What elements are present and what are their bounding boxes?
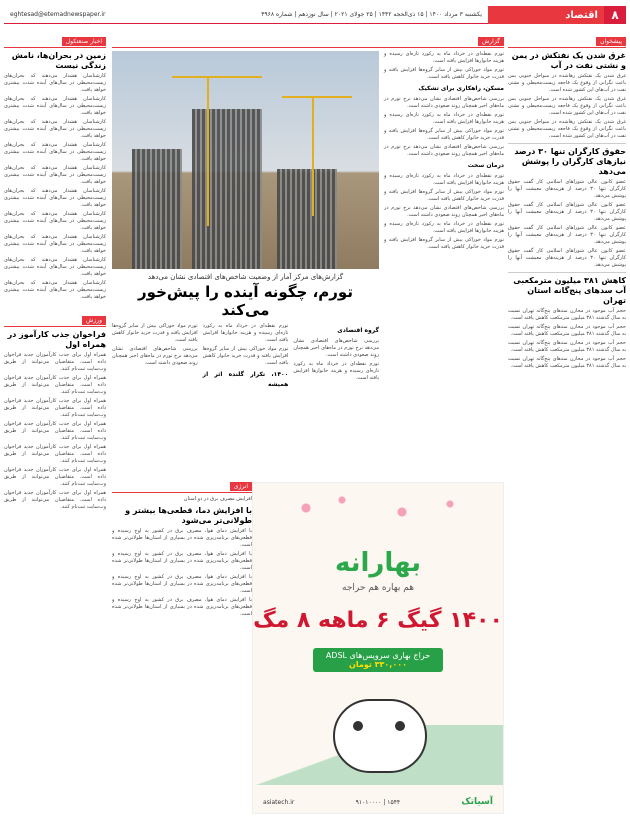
right-column <box>508 28 626 814</box>
story-headline[interactable]: غرق شدن یک نفتکش در یمن و نشتی نفت در آب <box>511 51 626 70</box>
issue-info: یکشنبه ۳ مرداد ۱۴۰۰ | ۱۵ ذی‌الحجه ۱۴۴۲ | ۲۵ جولای ۲۰۲۱ | سال نوزدهم | شماره ۴۹۶۸ <box>261 11 482 18</box>
website-link[interactable]: eghtesad@etemadnewspaper.ir <box>10 11 106 18</box>
section-title: اقتصاد <box>488 6 604 24</box>
construction-photo <box>112 51 379 269</box>
story-body: حجم آب موجود در مخازن سدهای پنج‌گانه تهران نسبت به سال گذشته ۳۸۱ میلیون مترمکعب کاهش یافته است. حجم آب موجود در مخازن سدهای پنج‌گانه تهران نسبت به سال گذشته ۳۸۱ میلیون مترمکعب کاهش یافته است. حجم آب موجود در مخازن سدهای پنج‌گانه تهران نسبت به سال گذشته ۳۸۱ میلیون مترمکعب کاهش یافته است. حجم آب موجود در مخازن سدهای پنج‌گانه تهران نسبت به سال گذشته ۳۸۱ میلیون مترمکعب کاهش یافته است. <box>508 308 626 369</box>
page-header <box>4 6 626 24</box>
left-column: اخبار صنعتکول زمین در بحران‌ها، نامش زندگی نیست کارشناسان هشدار می‌دهند که بحران‌های زیست‌محیطی در سال‌های آینده شدت بیشتری خواهد یافت. کارشناسان هشدار می‌دهند که بحران‌های زیست‌محیطی در سال‌های آینده شدت بیشتری خواهد یافت. کارشناسان هشدار می‌دهند که بحران‌های زیست‌محیطی در سال‌های آینده شدت بیشتری خواهد یافت. کارشناسان هشدار می‌دهند که بحران‌های زیست‌محیطی در سال‌های آینده شدت بیشتری خواهد یافت. کارشناسان هشدار می‌دهند که بحران‌های زیست‌محیطی در سال‌های آینده شدت بیشتری خواهد یافت. کارشناسان هشدار می‌دهند که بحران‌های زیست‌محیطی در سال‌های آینده شدت بیشتری خواهد یافت. کارشناسان هشدار می‌دهند که بحران‌های زیست‌محیطی در سال‌های آینده شدت بیشتری خواهد یافت. کارشناسان هشدار می‌دهند که بحران‌های زیست‌محیطی در سال‌های آینده شدت بیشتری خواهد یافت. کارشناسان هشدار می‌دهند که بحران‌های زیست‌محیطی در سال‌های آینده شدت بیشتری خواهد یافت. کارشناسان هشدار می‌دهند که بحران‌های زیست‌محیطی در سال‌های آینده شدت بیشتری خواهد یافت. ورزش فراخوان جذب کارآموز در همراه اول همراه اول برای جذب کارآموزان جدید فراخوان داده است. متقاضیان می‌توانند از طریق وب‌سایت ثبت‌نام کنند. همراه اول برای جذب کارآموزان جدید فراخوان داده است. متقاضیان می‌توانند از طریق وب‌سایت ثبت‌نام کنند. همراه اول برای جذب کارآموزان جدید فراخوان داده است. متقاضیان می‌توانند از طریق وب‌سایت ثبت‌نام کنند. همراه اول برای جذب کارآموزان جدید فراخوان داده است. متقاضیان می‌توانند از طریق وب‌سایت ثبت‌نام کنند. همراه اول برای جذب کارآموزان جدید فراخوان داده است. متقاضیان می‌توانند از طریق وب‌سایت ثبت‌نام کنند. همراه اول برای جذب کارآموزان جدید فراخوان داده است. متقاضیان می‌توانند از طریق وب‌سایت ثبت‌نام کنند. همراه اول برای جذب کارآموزان جدید فراخوان داده است. متقاضیان می‌توانند از طریق وب‌سایت ثبت‌نام کنند. <box>4 28 106 814</box>
cow-illustration <box>333 699 427 773</box>
energy-story: انرژی افزایش مصرف برق در دو استان با افزایش دما، قطعی‌ها بیشتر و طولانی‌تر می‌شود با افزایش دمای هوا، مصرف برق در کشور به اوج رسیده و قطعی‌های برنامه‌ریزی شده در بسیاری از استان‌ها طولانی‌تر شده است. با افزایش دمای هوا، مصرف برق در کشور به اوج رسیده و قطعی‌های برنامه‌ریزی شده در بسیاری از استان‌ها طولانی‌تر شده است. با افزایش دمای هوا، مصرف برق در کشور به اوج رسیده و قطعی‌های برنامه‌ریزی شده در بسیاری از استان‌ها طولانی‌تر شده است. با افزایش دمای هوا، مصرف برق در کشور به اوج رسیده و قطعی‌های برنامه‌ریزی شده در بسیاری از استان‌ها طولانی‌تر شده است. <box>112 473 252 620</box>
main-headline[interactable]: تورم، چگونه آینده را پیش‌خور می‌کند <box>138 283 353 319</box>
page-number: ۸ <box>604 6 626 24</box>
column-label: پیشخوان <box>596 37 626 46</box>
middle-column: گزارش تورم نقطه‌ای در خرداد ماه به رکورد تازه‌ای رسیده و هزینه خانوارها افزایش یافته است. تورم مواد خوراکی بیش از سایر گروه‌ها افزایش یافته و قدرت خرید خانوار کاهش یافته است. مسکن، راهکاری برای تشکیک بررسی شاخص‌های اقتصادی نشان می‌دهد نرخ تورم در ماه‌های اخیر همچنان روند صعودی داشته است. تورم نقطه‌ای در خرداد ماه به رکورد تازه‌ای رسیده و هزینه خانوارها افزایش یافته است. تورم مواد خوراکی بیش از سایر گروه‌ها افزایش یافته و قدرت خرید خانوار کاهش یافته است. بررسی شاخص‌های اقتصادی نشان می‌دهد نرخ تورم در ماه‌های اخیر همچنان روند صعودی داشته است. درمان سخت تورم نقطه‌ای در خرداد ماه به رکورد تازه‌ای رسیده و هزینه خانوارها افزایش یافته است. تورم مواد خوراکی بیش از سایر گروه‌ها افزایش یافته و قدرت خرید خانوار کاهش یافته است. بررسی شاخص‌های اقتصادی نشان می‌دهد نرخ تورم در ماه‌های اخیر همچنان روند صعودی داشته است. تورم نقطه‌ای در خرداد ماه به رکورد تازه‌ای رسیده و هزینه خانوارها افزایش یافته است. تورم مواد خوراکی بیش از سایر گروه‌ها افزایش یافته و قدرت خرید خانوار کاهش یافته است. گزارش‌های مرکز آمار از وضعیت شاخص‌های اقتصادی نشان می‌دهد تورم، چگونه آینده را پیش‌خور می‌کند گروه اقتصادی بررسی شاخص‌های اقتصادی نشان می‌دهد نرخ تورم در ماه‌های اخیر همچنان روند صعودی داشته است. تورم نقطه‌ای در خرداد ماه به رکورد تازه‌ای رسیده و هزینه خانوارها افزایش یافته است. تورم نقطه‌ای در خرداد ماه به رکورد تازه‌ای رسیده و هزینه خانوارها افزایش یافته است. تورم مواد خوراکی بیش از سایر گروه‌ها افزایش یافته و قدرت خرید خانوار کاهش یافته است. ۱۴۰۰، تکرار گلنده اثر از همیشه تورم مواد خوراکی بیش از سایر گروه‌ها افزایش یافته و قدرت خرید خانوار کاهش یافته است. بررسی شاخص‌های اقتصادی نشان می‌دهد نرخ تورم در ماه‌های اخیر همچنان روند صعودی داشته است. انرژی افزایش مصرف برق در دو استان با افزایش دما، قطعی‌ها بیشتر و طولانی‌تر می‌شود با افزایش دمای هوا، مصرف برق در کشور به اوج رسیده و قطعی‌های برنامه‌ریزی شده در بسیاری از استان‌ها طولانی‌تر شده است. با افزایش دمای هوا، مصرف برق در کشور به اوج رسیده و قطعی‌های برنامه‌ریزی شده در بسیاری از استان‌ها طولانی‌تر شده است. با افزایش دمای هوا، مصرف برق در کشور به اوج رسیده و قطعی‌های برنامه‌ریزی شده در بسیاری از استان‌ها طولانی‌تر شده است. با افزایش دمای هوا، مصرف برق در کشور به اوج رسیده و قطعی‌های برنامه‌ریزی شده در بسیاری از استان‌ها طولانی‌تر شده است. بهارانه هم بهاره هم حراجه ۱۴۰۰ گیگ ۶ ماهه ۸ مگ حراج بهاری سرویس‌های ADSL ۳۳۰,۰۰۰ تومان آسیاتک ۱۵۴۴ | ۹۱۰۱۰۰۰۰ asiatech.ir <box>112 28 504 814</box>
story-headline[interactable]: کاهش ۳۸۱ میلیون مترمکعبی آب سدهای پنج‌گانه استان تهران <box>513 276 626 305</box>
side-text: تورم نقطه‌ای در خرداد ماه به رکورد تازه‌ای رسیده و هزینه خانوارها افزایش یافته است. تورم مواد خوراکی بیش از سایر گروه‌ها افزایش یافته و قدرت خرید خانوار کاهش یافته است. مسکن، راهکاری برای تشکیک بررسی شاخص‌های اقتصادی نشان می‌دهد نرخ تورم در ماه‌های اخیر همچنان روند صعودی داشته است. تورم نقطه‌ای در خرداد ماه به رکورد تازه‌ای رسیده و هزینه خانوارها افزایش یافته است. تورم مواد خوراکی بیش از سایر گروه‌ها افزایش یافته و قدرت خرید خانوار کاهش یافته است. بررسی شاخص‌های اقتصادی نشان می‌دهد نرخ تورم در ماه‌های اخیر همچنان روند صعودی داشته است. درمان سخت تورم نقطه‌ای در خرداد ماه به رکورد تازه‌ای رسیده و هزینه خانوارها افزایش یافته است. تورم مواد خوراکی بیش از سایر گروه‌ها افزایش یافته و قدرت خرید خانوار کاهش یافته است. بررسی شاخص‌های اقتصادی نشان می‌دهد نرخ تورم در ماه‌های اخیر همچنان روند صعودی داشته است. تورم نقطه‌ای در خرداد ماه به رکورد تازه‌ای رسیده و هزینه خانوارها افزایش یافته است. تورم مواد خوراکی بیش از سایر گروه‌ها افزایش یافته و قدرت خرید خانوار کاهش یافته است. <box>384 51 504 250</box>
story-body: غرق شدن یک نفتکش رهاشده در سواحل جنوبی یمن باعث نگرانی از وقوع یک فاجعه زیست‌محیطی و نشتی نفت در آب‌های این کشور شده است. غرق شدن یک نفتکش رهاشده در سواحل جنوبی یمن باعث نگرانی از وقوع یک فاجعه زیست‌محیطی و نشتی نفت در آب‌های این کشور شده است. غرق شدن یک نفتکش رهاشده در سواحل جنوبی یمن باعث نگرانی از وقوع یک فاجعه زیست‌محیطی و نشتی نفت در آب‌های این کشور شده است. <box>508 73 626 139</box>
main-subtitle: گزارش‌های مرکز آمار از وضعیت شاخص‌های اقتصادی نشان می‌دهد <box>147 273 344 281</box>
story-headline[interactable]: حقوق کارگران تنها ۳۰ درصد نیازهای کارگران را پوشش می‌دهد <box>514 147 626 176</box>
advertisement[interactable]: بهارانه هم بهاره هم حراجه ۱۴۰۰ گیگ ۶ ماهه ۸ مگ حراج بهاری سرویس‌های ADSL ۳۳۰,۰۰۰ تومان آسیاتک ۱۵۴۴ | ۹۱۰۱۰۰۰۰ asiatech.ir <box>252 482 504 814</box>
story-body: عضو کانون عالی شوراهای اسلامی کار گفت حقوق کارگران تنها ۳۰ درصد از هزینه‌های معیشت آنها را پوشش می‌دهد. عضو کانون عالی شوراهای اسلامی کار گفت حقوق کارگران تنها ۳۰ درصد از هزینه‌های معیشت آنها را پوشش می‌دهد. عضو کانون عالی شوراهای اسلامی کار گفت حقوق کارگران تنها ۳۰ درصد از هزینه‌های معیشت آنها را پوشش می‌دهد. عضو کانون عالی شوراهای اسلامی کار گفت حقوق کارگران تنها ۳۰ درصد از هزینه‌های معیشت آنها را پوشش می‌دهد. <box>508 179 626 268</box>
header-meta <box>4 6 488 24</box>
column-label: گزارش <box>478 37 504 46</box>
